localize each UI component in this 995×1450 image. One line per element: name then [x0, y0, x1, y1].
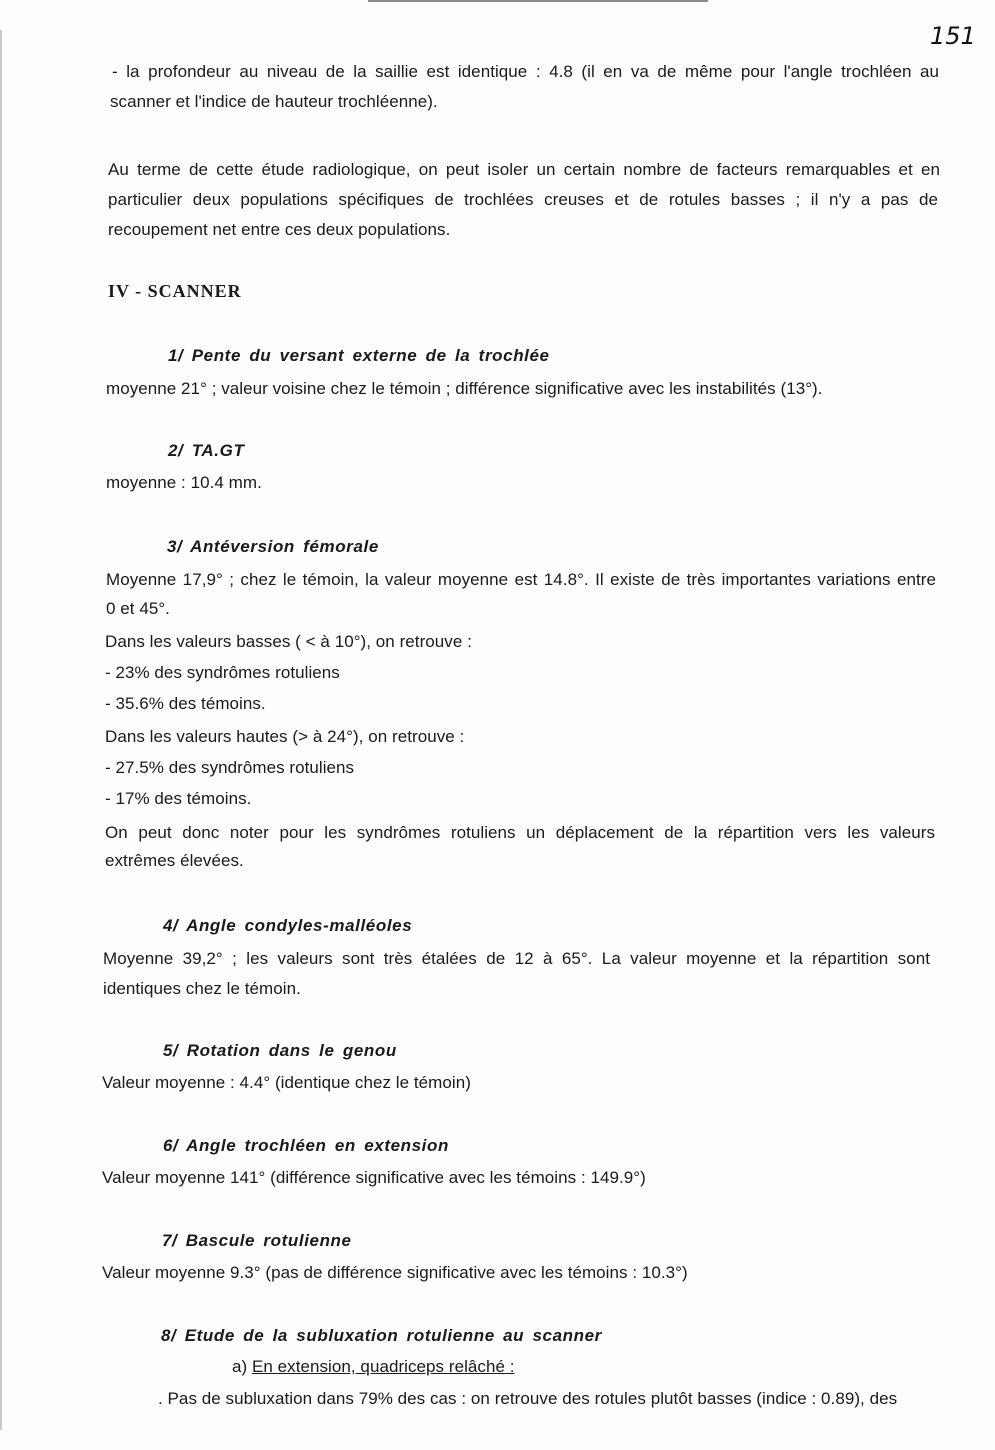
item-6-title: 6/ Angle trochléen en extension	[163, 1136, 449, 1155]
item-8-sub-label: En extension, quadriceps relâché :	[252, 1357, 515, 1376]
item-1-line-1: moyenne 21° ; valeur voisine chez le témoin ; différence significative avec les instabilités (13°).	[106, 379, 823, 398]
item-7-title: 7/ Bascule rotulienne	[162, 1231, 352, 1250]
item-8-subheading	[232, 1357, 515, 1377]
section-title: IV - SCANNER	[108, 281, 242, 301]
item-4-line-2: identiques chez le témoin.	[103, 979, 301, 998]
item-3-line-7: - 27.5% des syndrômes rotuliens	[105, 758, 355, 777]
page-number: 151	[930, 22, 976, 50]
item-1-title: 1/ Pente du versant externe de la trochlée	[168, 346, 550, 365]
item-4-line-1: Moyenne 39,2° ; les valeurs sont très étalées de 12 à 65°. La valeur moyenne et la répartition sont	[103, 949, 930, 968]
item-4-title: 4/ Angle condyles-malléoles	[163, 916, 413, 935]
item-3-line-1: Moyenne 17,9° ; chez le témoin, la valeur moyenne est 14.8°. Il existe de très importantes variations entre	[106, 570, 936, 589]
item-5-title: 5/ Rotation dans le genou	[163, 1041, 397, 1060]
item-2-line-1: moyenne : 10.4 mm.	[106, 473, 262, 492]
item-7-line-1: Valeur moyenne 9.3° (pas de différence significative avec les témoins : 10.3°)	[102, 1263, 688, 1282]
item-8-sub-prefix: a)	[232, 1357, 252, 1376]
item-3-line-9: On peut donc noter pour les syndrômes rotuliens un déplacement de la répartition vers les valeurs	[105, 823, 935, 842]
conclusion-line-1: Au terme de cette étude radiologique, on peut isoler un certain nombre de facteurs remarquables et en	[108, 160, 940, 179]
item-3-line-6: Dans les valeurs hautes (> à 24°), on retrouve :	[105, 727, 465, 746]
intro-line-2: scanner et l'indice de hauteur trochléenne).	[110, 92, 438, 111]
item-6-line-1: Valeur moyenne 141° (différence significative avec les témoins : 149.9°)	[102, 1168, 646, 1187]
item-3-line-8: - 17% des témoins.	[105, 789, 252, 808]
page-left-edge	[0, 30, 2, 1430]
item-8-title: 8/ Etude de la subluxation rotulienne au scanner	[161, 1326, 602, 1345]
item-3-line-5: - 35.6% des témoins.	[105, 694, 266, 713]
conclusion-line-2: particulier deux populations spécifiques de trochlées creuses et de rotules basses ; il n'y a pas de	[108, 190, 938, 209]
item-8-line-1: . Pas de subluxation dans 79% des cas : on retrouve des rotules plutôt basses (indice : 0.89), des	[158, 1389, 898, 1408]
conclusion-line-3: recoupement net entre ces deux populations.	[108, 220, 451, 239]
item-5-line-1: Valeur moyenne : 4.4° (identique chez le témoin)	[102, 1073, 471, 1092]
item-3-line-3: Dans les valeurs basses ( < à 10°), on retrouve :	[105, 632, 472, 651]
item-3-title: 3/ Antéversion fémorale	[167, 537, 379, 556]
page-top-rule	[368, 0, 708, 2]
item-3-line-10: extrêmes élevées.	[105, 851, 244, 870]
intro-line-1: - la profondeur au niveau de la saillie est identique : 4.8 (il en va de même pour l'angle trochléen au	[112, 62, 939, 81]
item-2-title: 2/ TA.GT	[168, 441, 245, 460]
item-3-line-2: 0 et 45°.	[106, 599, 170, 618]
item-3-line-4: - 23% des syndrômes rotuliens	[105, 663, 340, 682]
